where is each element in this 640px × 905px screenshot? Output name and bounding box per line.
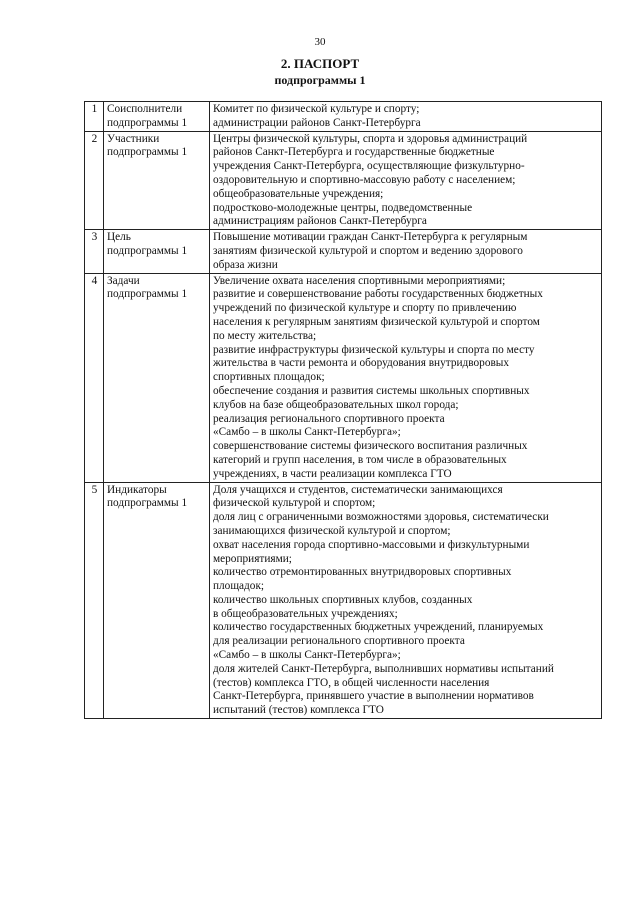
row-number: 1 xyxy=(85,102,104,132)
row-content xyxy=(210,273,602,482)
row-content-line: Комитет по физической культуре и спорту; xyxy=(213,103,420,115)
row-content-line: Центры физической культуры, спорта и здоровья администраций xyxy=(213,132,528,145)
row-label xyxy=(104,482,210,719)
row-label-line: Соисполнители xyxy=(107,103,183,115)
row-content-line: обеспечение создания и развития системы школьных спортивных xyxy=(213,384,530,397)
row-number: 3 xyxy=(85,230,104,273)
row-content-line: реализация регионального спортивного проекта xyxy=(213,412,445,425)
row-content-line: количество школьных спортивных клубов, созданных xyxy=(213,593,473,606)
row-content-line: спортивных площадок; xyxy=(213,371,325,384)
row-content-line: общеобразовательные учреждения; xyxy=(213,187,384,200)
row-label-line: подпрограммы 1 xyxy=(107,146,188,159)
page-number: 30 xyxy=(314,36,326,48)
row-content-line: учреждения Санкт-Петербурга, осуществляющие физкультурно- xyxy=(213,160,525,173)
row-label xyxy=(104,230,210,273)
row-label xyxy=(104,273,210,482)
row-content-line: для реализации регионального спортивного проекта xyxy=(213,635,465,648)
row-content-line: развитие инфраструктуры физической культуры и спорта по месту xyxy=(213,343,535,356)
row-content-line: доля лиц с ограниченными возможностями здоровья, систематически xyxy=(213,511,549,524)
table-row xyxy=(85,102,602,132)
passport-table-body xyxy=(85,102,602,719)
row-content-line: (тестов) комплекса ГТО, в общей численности населения xyxy=(213,676,490,689)
table-row xyxy=(85,273,602,482)
row-content-line: занимающихся физической культурой и спортом; xyxy=(213,524,451,537)
row-number: 2 xyxy=(85,131,104,230)
row-content-line: подростково-молодежные центры, подведомственные xyxy=(213,201,473,214)
row-content-line: площадок; xyxy=(213,580,265,593)
row-content-line: испытаний (тестов) комплекса ГТО xyxy=(213,704,384,717)
row-label-line: Индикаторы xyxy=(107,483,167,496)
row-content-line: клубов на базе общеобразовательных школ города; xyxy=(213,398,459,411)
row-label-line: Цель xyxy=(107,231,131,244)
document-title: 2. ПАСПОРТ xyxy=(280,56,360,71)
row-content-line: занятиям физической культурой и спортом и ведению здорового xyxy=(213,244,523,257)
row-content-line: мероприятиями; xyxy=(213,552,292,565)
table-row xyxy=(85,482,602,719)
row-content-line: оздоровительную и спортивно-массовую работу с населением; xyxy=(213,173,516,186)
row-number: 5 xyxy=(85,482,104,719)
row-content-line: образа жизни xyxy=(213,258,278,271)
row-label-line: подпрограммы 1 xyxy=(107,116,188,129)
row-label-line: подпрограммы 1 xyxy=(107,497,188,510)
row-content-line: развитие и совершенствование работы государственных бюджетных xyxy=(213,288,543,301)
row-content-line: районов Санкт-Петербурга и государственные бюджетные xyxy=(213,146,495,159)
row-content-line: учреждений по физической культуре и спорту по привлечению xyxy=(213,302,517,315)
row-content-line: охват населения города спортивно-массовыми и физкультурными xyxy=(213,538,530,551)
row-label-line: Задачи xyxy=(107,274,140,287)
table-row xyxy=(85,230,602,273)
row-label-line: Участники xyxy=(107,132,160,145)
row-content-line: в общеобразовательных учреждениях; xyxy=(213,607,398,620)
row-content xyxy=(210,131,602,230)
row-content-line: доля жителей Санкт-Петербурга, выполнивших нормативы испытаний xyxy=(213,662,554,675)
row-number: 4 xyxy=(85,273,104,482)
passport-table xyxy=(84,101,602,719)
row-content-line: совершенствование системы физического воспитания различных xyxy=(213,440,528,453)
row-content-line: администрациям районов Санкт-Петербурга xyxy=(213,215,427,228)
row-label xyxy=(104,131,210,230)
row-content-line: «Самбо – в школы Санкт-Петербурга»; xyxy=(213,426,401,439)
row-label-line: подпрограммы 1 xyxy=(107,288,188,301)
row-content-line: физической культурой и спортом; xyxy=(213,497,376,510)
row-content-line: категорий и групп населения, в том числе в образовательных xyxy=(213,453,507,466)
row-content-line: Увеличение охвата населения спортивными мероприятиями; xyxy=(213,274,506,287)
row-content-line: учреждениях, в части реализации комплекса ГТО xyxy=(213,467,452,480)
row-content xyxy=(210,482,602,719)
row-content-line: Доля учащихся и студентов, систематически занимающихся xyxy=(213,483,503,496)
row-content-line: населения к регулярным занятиям физической культурой и спортом xyxy=(213,315,540,328)
row-content-line: количество отремонтированных внутридворовых спортивных xyxy=(213,566,512,579)
row-content xyxy=(210,102,602,132)
row-label-line: подпрограммы 1 xyxy=(107,244,188,257)
table-row xyxy=(85,131,602,230)
row-content-line: по месту жительства; xyxy=(213,329,317,342)
row-content-line: Санкт-Петербурга, принявшего участие в выполнении нормативов xyxy=(213,690,534,703)
row-content-line: Повышение мотивации граждан Санкт-Петербурга к регулярным xyxy=(213,231,528,244)
row-content-line: администрации районов Санкт-Петербурга xyxy=(213,116,421,129)
row-content-line: количество государственных бюджетных учреждений, планируемых xyxy=(213,621,544,634)
row-content xyxy=(210,230,602,273)
document-subtitle: подпрограммы 1 xyxy=(274,73,366,87)
row-content-line: жительства в части ремонта и оборудования внутридворовых xyxy=(213,357,510,370)
row-label xyxy=(104,102,210,132)
row-content-line: «Самбо – в школы Санкт-Петербурга»; xyxy=(213,649,401,662)
